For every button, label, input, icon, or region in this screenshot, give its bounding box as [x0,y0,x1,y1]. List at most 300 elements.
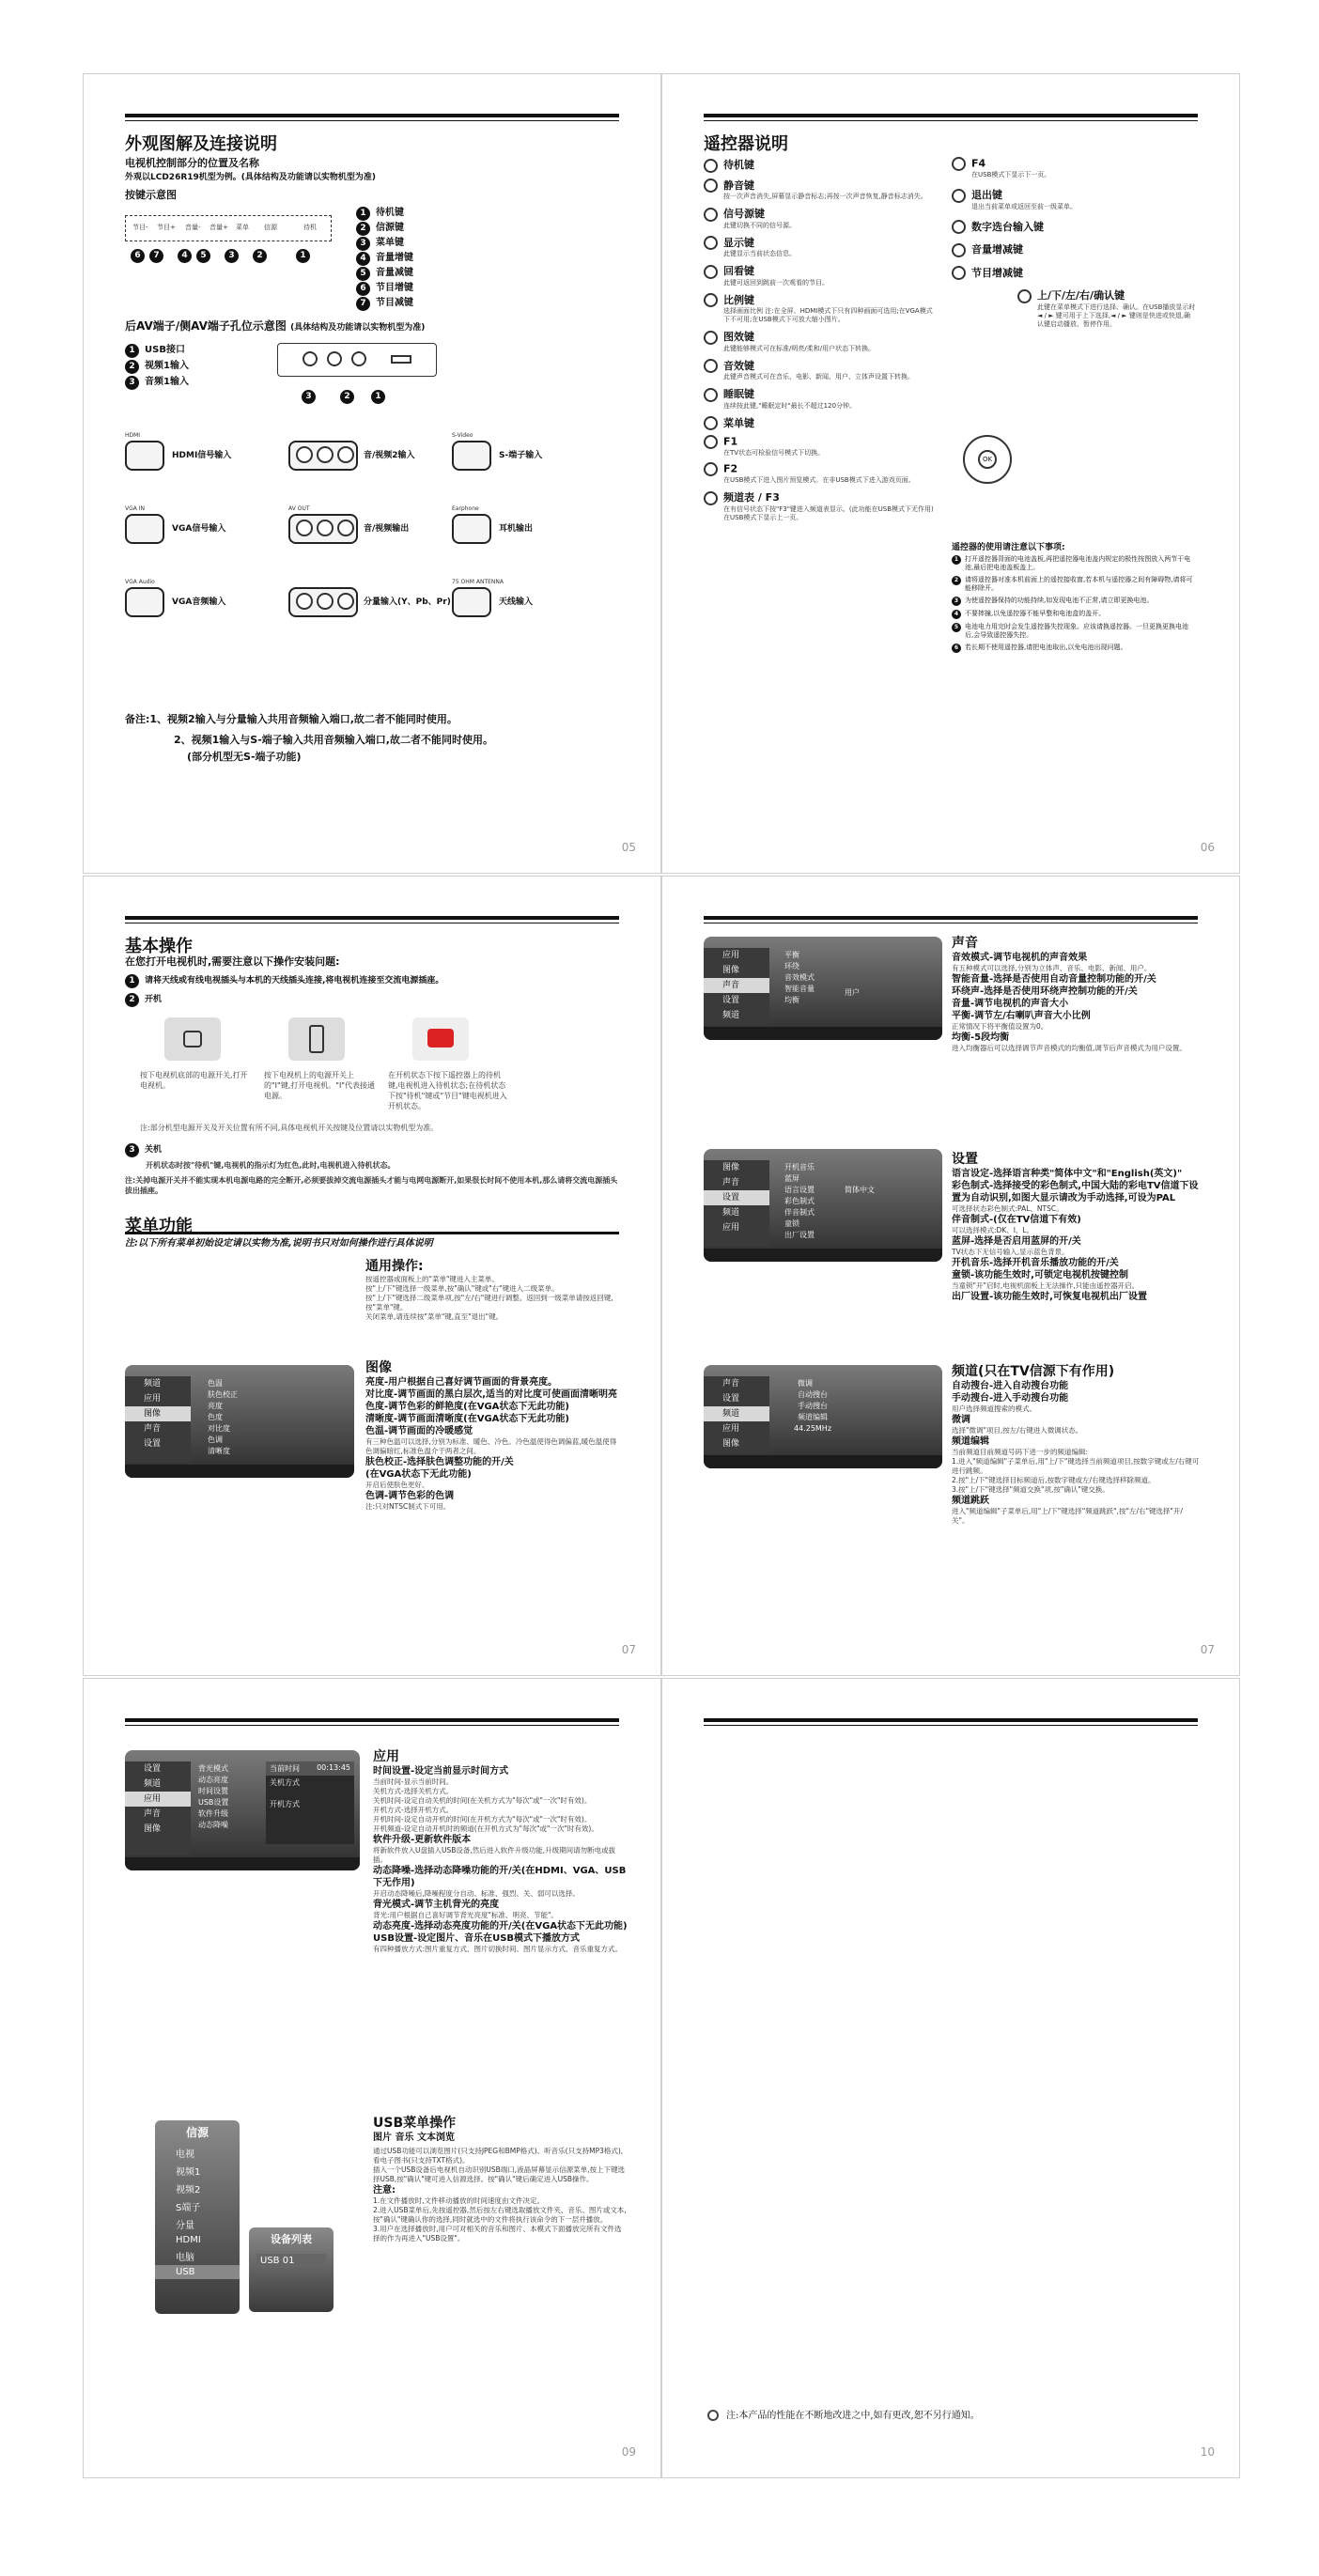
remote-key-name: 音效键 [723,359,754,372]
menu-subitem: 智能音量 [784,985,815,993]
page-title: 外观图解及连接说明 [125,134,277,154]
app-menu-screenshot [125,1750,360,1870]
menu-footer [704,1249,942,1262]
menu-tab: 声音 [722,1178,740,1187]
rear-number: 1 [125,344,139,358]
rear-list-item [125,359,189,375]
menu-tab: 频道 [144,1779,162,1789]
remote-key-head [704,415,939,431]
remote-button-icon [952,220,966,234]
text-line: 3.用户在选择播放时,用户可对相关的音乐和图片、本模式下面播放完所有文件选择的作为再进入"USB设置"。 [373,2225,622,2242]
source-item[interactable]: 分量 [176,2221,194,2231]
key-number: 4 [356,252,370,266]
page-top-rule [704,1718,1198,1726]
port-circle [296,520,313,536]
rear-list-item [125,343,189,359]
page-number: 09 [621,2445,636,2459]
menu-subitem: USB设置 [198,1798,229,1807]
menu-tab: 应用 [722,1424,740,1434]
remote-key-desc: 此键在菜单模式下进行选择、确认。在USB播放显示时 ◄ / ► 键可用于上下选择,◄ / ► 键则是快进或快退,确认键启动播放、暂停作用。 [1037,303,1196,328]
text-line: 进入均衡器后可以选择调节声音模式的均衡值,调节后声音模式为用户设置。 [952,1044,1187,1052]
remote-button-icon [704,359,718,373]
text-line: 蓝屏-选择是否启用蓝屏的开/关 [952,1236,1081,1247]
power-desc-2: 按下电视机上的电源开关上的"I"键,打开电视机。"I"代表接通电源。 [264,1071,375,1100]
sound-menu-value: 用户 [845,988,860,997]
key-list-item [356,221,413,236]
device-menu-title: 设备列表 [271,2233,312,2245]
text-line: USB设置-设定图片、音乐在USB模式下播放方式 [373,1933,581,1944]
audio-port-l [327,351,342,366]
menu-subitem: 音效模式 [784,973,815,982]
caution-text: 打开遥控器背面的电池盖板,再把遥控器电池盖内规定的极性按图放入两节干电池,最后把电池盖板盖上。 [965,555,1191,571]
text-line: 1.在文件播放时,文件移动播放的时间速度由文件决定。 [373,2196,545,2205]
menu-subitem: 动态亮度 [198,1776,228,1784]
time-row [266,1761,354,1776]
key-label: 信源键 [376,223,404,233]
menu-subitem: 童锁 [784,1219,799,1228]
source-item[interactable]: 电脑 [176,2253,194,2263]
remote-key-list-right [952,157,1196,336]
note-1: 注:部分机型电源开关及开关位置有所不同,具体电视机开关按键及位置请以实物机型为准。 [140,1124,439,1132]
channel-menu-sub [798,1378,828,1423]
remote-key-item [704,489,939,522]
source-item[interactable]: 电视 [176,2149,194,2160]
text-line: 插入一个USB设备后电视机自动识别USB端口,液晶屏幕显示信源菜单,按上下键选择USB,按"确认"键可进入信源选择。按"确认"键后确定进入USB操作。 [373,2165,626,2183]
device-item[interactable]: USB 01 [256,2254,326,2268]
key-list-item [356,281,413,296]
menu-subitem: 均衡 [784,996,799,1004]
usb-title: USB菜单操作 [373,2116,457,2131]
remote-key-item [704,329,939,353]
rear-label: 视频1输入 [145,361,189,371]
caution-number: 4 [952,610,961,619]
remote-key-head [952,157,1196,171]
remote-key-name: 上/下/左/右/确认键 [1037,289,1125,302]
text-line: 背光模式-调节主机背光的亮度 [373,1900,500,1910]
step-2: 2 开机 [125,993,162,1007]
text-line: 开机方式-选择开机方式。 [373,1806,454,1814]
key-label: 菜单键 [376,238,404,248]
device-menu [249,2227,334,2312]
step-1-text: 请将天线或有线电视插头与本机的天线插头连接,将电视机连接至交流电源插座。 [145,976,444,985]
text-line: 当童锁"开"启时,电视机面板上无法操作,只能由遥控器开启。 [952,1281,1140,1290]
port-circle [337,446,354,463]
source-list [155,2144,240,2279]
rear-number: 3 [125,376,139,390]
section-note: 外观以LCD26R19机型为例。(具体结构及功能请以实物机型为准) [125,173,377,182]
text-line: 伴音制式-(仅在TV信道下有效) [952,1215,1081,1225]
menu-tab: 应用 [144,1394,162,1404]
panel-number-badge: 5 [196,249,210,263]
hdmi-port-icon [125,441,164,471]
image-menu-screenshot [125,1365,354,1478]
remote-key-head [704,178,939,194]
remote-key-desc: 在USB模式下进入图片预览模式。在非USB模式下进入游戏页面。 [723,476,915,484]
remote-key-name: 回看键 [723,265,754,277]
remote-key-head [704,435,939,449]
remote-button-icon [704,331,718,345]
page-number: 07 [1200,1643,1215,1656]
menu-note: 注:以下所有菜单初始设定请以实物为准,说明书只对如何操作进行具体说明 [125,1238,433,1249]
power-switch-figure-3 [412,1017,469,1061]
key-list [356,206,413,311]
port-circle [317,520,334,536]
remote-key-item [952,241,1196,257]
channel-lines [952,1380,1200,1526]
menu-subitem: 环绕 [784,962,799,970]
menu-tab: 频道 [704,1406,769,1421]
panel-button-label: 音量- [185,224,201,231]
step-3-desc: 开机状态时按"待机"键,电视机的指示灯为红色,此时,电视机进入待机状态。 [146,1161,396,1170]
remote-key-head [704,263,939,279]
remote-key-name: 睡眠键 [723,388,754,400]
remote-key-desc: 在USB模式下显示下一页。 [971,171,1051,178]
key-list-item [356,206,413,221]
app-menu-sub [198,1763,228,1831]
connector-label: S-端子输入 [499,451,543,460]
menu-footer [125,1857,360,1870]
remote-key-name: 退出键 [971,189,1002,201]
text-line: 环绕声-选择是否使用环绕声控制功能的开/关 [952,986,1138,997]
power-switch-figure-1 [164,1017,221,1061]
text-line: 开机时间-设定自动开机的时间(在开机方式为"每次"或"一次"时有效)。 [373,1815,592,1823]
text-line: 色调-调节色彩的色调 [365,1491,455,1501]
remote-key-name: 显示键 [723,236,754,249]
general-lines [365,1275,619,1322]
remote-button-icon [952,157,966,171]
connector-label: 耳机输出 [499,524,534,534]
remote-key-item [704,235,939,259]
remote-key-head [952,219,1196,235]
key-label: 节目减键 [376,298,413,308]
remote-key-name: 静音键 [723,178,754,192]
port-circle [296,593,313,610]
page-title: 遥控器说明 [704,134,788,154]
caution-item [952,610,1196,619]
text-line: 彩色制式-选择接受的彩色制式,中国大陆的彩电TV信道下设置为自动识别,如图大显示请改为手动选择,可设为PAL [952,1181,1199,1203]
text-line: 关闭菜单,请连续按"菜单"键,直至"退出"键。 [365,1312,504,1321]
remote-key-item [952,219,1196,235]
rear-list-item [125,375,189,391]
panel-button-label: 音量+ [209,224,228,231]
rear-panel-numbers: 3 2 1 [302,384,391,404]
image-lines [365,1376,619,1512]
sound-menu-left [704,948,769,1025]
caution-number: 6 [952,644,961,653]
button-panel [125,215,332,241]
text-line: 微调 [952,1415,970,1425]
remote-button-icon [704,208,718,222]
text-line: 均衡-5段均衡 [952,1032,1010,1043]
menu-tab: 声音 [144,1809,162,1819]
general-title: 通用操作: [365,1259,424,1274]
menu-subitem: 语言设置 [784,1186,815,1194]
panel-button-label: 信源 [264,224,277,231]
remote-key-name: F1 [723,435,738,448]
remote-key-head [704,157,939,173]
shutdown-mode: 关机方式 [270,1778,300,1787]
text-line: 频道编辑 [952,1436,989,1447]
caution-item [952,597,1196,606]
key-list-item [356,236,413,251]
channel-menu-screenshot [704,1365,942,1468]
connector-tag: S-Video [452,432,473,439]
caution-text: 若长期不使用遥控器,请把电池取出,以免电池出现问题。 [965,644,1127,651]
key-number: 5 [356,267,370,281]
connector-label: VGA音频输入 [172,597,226,607]
text-line: 进入"频道编辑"子菜单后,用"上/下"键选择"频道跳跃",按"左/右"键选择"开/关"。 [952,1507,1183,1525]
page-number: 10 [1200,2445,1215,2459]
remote-key-name: 频道表 / F3 [723,491,780,504]
source-item[interactable]: USB [155,2265,240,2279]
remote-button-icon [952,189,966,203]
text-line: 智能音量-选择是否使用自动音量控制功能的开/关 [952,974,1156,985]
remote-key-item [704,435,939,458]
text-line: 选择"微调"项目,按左/右键进入微调状态。 [952,1426,1083,1435]
power-switch-figure-2 [288,1017,345,1061]
text-line: 通过USB功能可以浏览图片(只支持JPEG和BMP格式)、听音乐(只支持MP3格式),看电子图书(只支持TXT格式)。 [373,2147,624,2165]
caution-text: 为使遥控器保持的功能持续,如发现电池不正常,请立即更换电池。 [965,597,1154,604]
text-line: 音效模式-调节电视机的声音效果 [952,953,1088,963]
rear-heading-note: (具体结构及功能请以实物机型为准) [290,323,426,333]
key-label: 音量减键 [376,268,413,278]
step-1: 1 请将天线或有线电视插头与本机的天线插头连接,将电视机连接至交流电源插座。 [125,974,443,988]
key-number: 2 [356,222,370,236]
menu-tab: 图像 [125,1406,191,1421]
menu-tab: 设置 [722,996,740,1005]
key-list-item [356,251,413,266]
connector-label: 音/视频2输入 [364,451,415,460]
image-menu-left [125,1376,191,1463]
remote-key-desc: 在有信号状态下按"F3"键进入频道表显示。(此功能在USB模式下无作用)在USB模式下显示上一页。 [723,504,934,521]
panel-button-label: 节目- [132,224,148,231]
text-line: 有四种播放方式:图片重复方式、图片切换时间、图片显示方式、音乐重复方式。 [373,1945,623,1953]
menu-tab: 设置 [704,1190,769,1205]
remote-button-icon [952,243,966,257]
time-value: 00:13:45 [317,1763,350,1772]
text-line: 关机方式-选择关机方式。 [373,1787,454,1795]
text-line: 将新软件放入U盘插入USB设备,然后进入软件升级功能,升级期间请勿断电或拔插。 [373,1846,616,1864]
menu-tab: 应用 [722,951,740,960]
caution-number: 1 [952,555,961,565]
menu-tab: 设置 [144,1439,162,1449]
menu-footer [704,1027,942,1040]
text-line: 按"上/下"键选择二级菜单项,按"左/右"键进行调整。返回到一级菜单请按返回键,按"菜单"键。 [365,1294,613,1311]
image-menu-sub [208,1378,238,1457]
remote-key-head [704,292,939,308]
text-line: 色度-调节色彩的鲜艳度(在VGA状态下无此功能) [365,1402,569,1412]
caution-text: 请将遥控器对准本机前面上的遥控接收窗,若本机与遥控器之间有障碍物,请将可能移除开。 [965,576,1193,592]
menu-tab: 频道 [722,1011,740,1020]
earphone-jack-icon [452,514,491,544]
channel-menu-left [704,1376,769,1453]
menu-footer [704,1455,942,1468]
remote-key-head [952,187,1196,203]
port-circle [296,446,313,463]
panel-number-badge: 4 [178,249,192,263]
text-line: 2.按"上/下"键选择目标频道后,按数字键或左/右键选择移除频道。 [952,1476,1156,1484]
step-3: 3 关机 [125,1143,162,1157]
app-title: 应用 [373,1749,399,1764]
remote-button-icon [704,416,718,430]
panel-button-label: 节目+ [157,224,176,231]
setup-menu-left [704,1160,769,1247]
caution-item [952,623,1196,640]
usb-subtitle: 图片 音乐 文本浏览 [373,2133,455,2143]
menu-subitem: 自动搜台 [798,1390,828,1399]
text-line: 平衡-调节左/右喇叭声音大小比例 [952,1011,1091,1021]
key-number: 1 [356,207,370,221]
key-label: 待机键 [376,208,404,218]
menu-subitem: 动态降噪 [198,1821,228,1829]
remote-key-desc: 此键能够模式可在标准/明亮/柔和/用户状态下转换。 [723,344,876,352]
remote-key-item [704,263,939,287]
key-number: 3 [356,237,370,251]
rear-label: USB接口 [145,345,185,355]
remote-key-item [952,265,1196,281]
page-number: 06 [1200,841,1215,854]
remote-key-item [1017,287,1196,329]
text-line: 3.按"上/下"键选择"频道交换"项,按"确认"键交换。 [952,1485,1110,1494]
panel-button-label: 菜单 [236,224,249,231]
menu-tab: 图像 [144,1824,162,1834]
remote-button-icon [704,491,718,505]
source-item[interactable]: S端子 [176,2203,201,2213]
menu-subitem: 对比度 [208,1424,230,1433]
remote-key-head [1017,287,1196,303]
remote-key-item [704,157,939,173]
text-line: 手动搜台-进入手动搜台功能 [952,1393,1069,1404]
port-circle [317,446,334,463]
remote-key-list-left [704,157,939,527]
app-menu-left [125,1761,191,1855]
rca-ports-icon [288,441,358,471]
text-line: 亮度-用户根据自己喜好调节画面的背景亮度。 [365,1377,558,1388]
remote-button-icon [952,266,966,280]
caution-number: 3 [952,597,961,606]
menu-subitem: 清晰度 [208,1447,230,1455]
connector-tag: VGA IN [125,505,146,512]
app-lines [373,1765,628,1954]
lightbulb-icon [707,2410,719,2421]
caution-text: 不要摔撞,以免遥控器不能早整和电池盒的盖开。 [965,610,1106,617]
page-07-menus [661,876,1240,1676]
text-line: 开机音乐-选择开机音乐播放功能的开/关 [952,1258,1119,1268]
text-line: 按遥控器或面板上的"菜单"键进入主菜单。 [365,1275,499,1283]
remote-key-name: 数字选台输入键 [971,220,1044,233]
page-number: 07 [621,1643,636,1656]
text-line: 软件升级-更新软件版本 [373,1835,472,1845]
time-submenu [266,1761,354,1844]
setup-menu-value: 简体中文 [845,1186,875,1194]
rear-heading [125,320,425,334]
menu-tab: 应用 [125,1792,191,1807]
note-2: 注:关掉电源开关并不能实现本机电源电路的完全断开,必须要拔掉交流电源插头才能与电网电源断开,如果很长时间不使用本机,那么请将交流电源插头拔出插座。 [125,1176,618,1195]
menu-subitem: 平衡 [784,951,799,959]
source-menu [155,2120,240,2314]
key-label: 节目增键 [376,283,413,293]
menu-subitem: 微调 [798,1379,813,1388]
remote-key-name: 信号源键 [723,208,765,220]
text-line: 注意: [373,2185,396,2196]
usb-lines [373,2147,628,2243]
text-line: 开机频道-设定自动开机时的频道(在开机方式为"每次"或"一次"时有效)。 [373,1824,598,1833]
remote-key-name: 待机键 [723,159,754,171]
port-circle [337,593,354,610]
remote-key-head [952,241,1196,257]
text-line: TV状态下无信号输入,显示蓝色背景。 [952,1248,1069,1256]
remote-key-head [704,489,939,505]
source-item[interactable]: HDMI [176,2235,201,2245]
text-line: 出厂设置-该功能生效时,可恢复电视机出厂设置 [952,1292,1147,1302]
remote-key-head [704,462,939,476]
panel-button-label: 待机 [303,224,317,231]
panel-number-badge: 2 [253,249,267,263]
power-desc-3: 在开机状态下按下遥控器上的待机键,电视机进入待机状态;在待机状态下按"待机"键或"节目"键电视机进入开机状态。 [388,1071,507,1110]
text-line: 清晰度-调节画面清晰度(在VGA状态下无此功能) [365,1414,569,1424]
remote-key-item [704,358,939,382]
connector-label: 天线输入 [499,597,534,607]
setup-menu-screenshot [704,1149,942,1262]
remote-key-desc: 按一次声音消失,屏幕显示静音标志;再按一次声音恢复,静音标志消失。 [723,193,927,200]
sound-menu-sub [784,950,815,1006]
step-3-text: 关机 [145,1145,163,1155]
vga-audio-port-icon [125,587,164,617]
channel-frequency: 44.25MHz [794,1424,832,1433]
remote-key-head [952,265,1196,281]
text-line: 频道跳跃 [952,1496,989,1506]
remote-key-desc: 此键切换不同的信号源。 [723,221,796,229]
port-circle [337,520,354,536]
remote-key-head [704,329,939,345]
text-line: 正常情况下将平衡值设置为0。 [952,1022,1048,1031]
menu-subitem: 背光模式 [198,1764,228,1773]
text-line: 语言设定-选择语言种类"简体中文"和"English(英文)" [952,1169,1183,1179]
menu-subitem: 伴音制式 [784,1208,815,1217]
panel-number-badge: 7 [149,249,163,263]
menu-tab: 应用 [722,1223,740,1233]
source-item[interactable]: 视频1 [176,2167,201,2178]
key-list-item [356,266,413,281]
audio-port-r [351,351,366,366]
page-top-rule [125,114,619,121]
source-item[interactable]: 视频2 [176,2185,201,2196]
image-title: 图像 [365,1360,392,1375]
remote-key-item [952,157,1196,179]
remote-key-item [704,178,939,202]
remote-key-name: 菜单键 [723,416,754,429]
connector-label: 分量输入(Y、Pb、Pr) [364,597,451,607]
remote-key-name: 音量增减键 [971,243,1023,256]
menu-tab: 声音 [704,978,769,993]
panel-number-badge: 1 [296,249,310,263]
caution-list [952,555,1196,657]
text-line: 有五种模式可以选择,分别为立体声、音乐、电影、新闻、用户。 [952,964,1152,972]
remote-key-item [704,292,939,325]
caution-number: 5 [952,623,961,632]
sound-menu-screenshot [704,937,942,1040]
remote-key-name: 比例键 [723,293,754,306]
text-line: 可以选择模式:DK、I、L。 [952,1226,1034,1234]
text-line: 关机时间-设定自动关机的时间(在关机方式为"每次"或"一次"时有效)。 [373,1796,592,1805]
rear-list [125,343,189,391]
remote-key-head [704,235,939,251]
page-10 [661,1678,1240,2478]
text-line: 按"上/下"键选择一级菜单,按"确认"键或"右"键进入二级菜单。 [365,1284,559,1293]
remote-key-desc: 选择画面比例 注:在全屏、HDMI模式下只有四种画面可选用;在VGA模式下不可用;在USB模式下可放大缩小图片。 [723,307,933,323]
text-line: 动态降噪-选择动态降噪功能的开/关(在HDMI、VGA、USB下无作用) [373,1866,627,1888]
menu-subitem: 手动搜台 [798,1402,828,1410]
